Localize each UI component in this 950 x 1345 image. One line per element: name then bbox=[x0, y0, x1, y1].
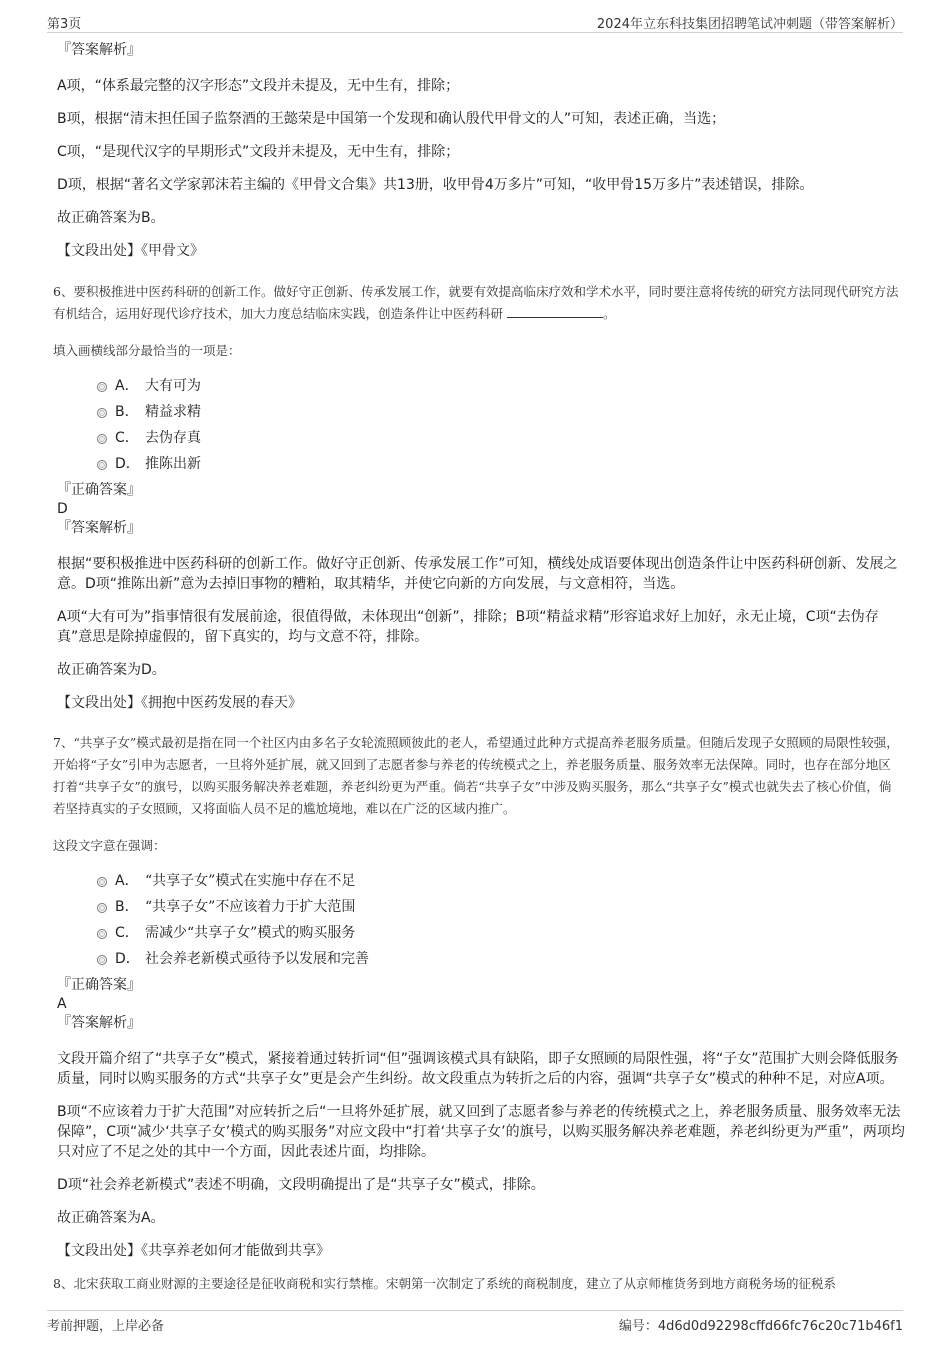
option-list bbox=[57, 373, 907, 477]
main-content bbox=[53, 40, 907, 1295]
question-prompt: 填入画横线部分最恰当的一项是： bbox=[53, 343, 241, 358]
option-list bbox=[57, 868, 907, 972]
option-text: 去伪存真 bbox=[145, 430, 201, 446]
option-letter: A． bbox=[115, 378, 139, 394]
option-text: “共享子女”模式在实施中存在不足 bbox=[145, 873, 356, 889]
option-letter: C． bbox=[115, 430, 139, 446]
correct-answer-value: D bbox=[57, 501, 68, 517]
radio-icon[interactable] bbox=[97, 382, 107, 392]
option-text: 精益求精 bbox=[145, 404, 201, 420]
analysis-conclusion: 故正确答案为B。 bbox=[57, 210, 165, 226]
analysis-line: C项，“是现代汉字的早期形式”文段并未提及，无中生有，排除； bbox=[57, 144, 460, 160]
question-prompt: 这段文字意在强调： bbox=[53, 838, 166, 853]
radio-icon[interactable] bbox=[97, 955, 107, 965]
analysis-label: 『答案解析』 bbox=[57, 42, 141, 58]
option-d[interactable] bbox=[57, 451, 907, 477]
radio-icon[interactable] bbox=[97, 903, 107, 913]
page-footer bbox=[47, 1310, 903, 1334]
option-text: “共享子女”不应该着力于扩大范围 bbox=[145, 899, 356, 915]
option-text: 大有可为 bbox=[145, 378, 201, 394]
option-d[interactable] bbox=[57, 946, 907, 972]
analysis-line: D项“社会养老新模式”表述不明确，文段明确提出了是“共享子女”模式，排除。 bbox=[57, 1177, 545, 1193]
source-label: 【文段出处】 bbox=[57, 243, 141, 259]
page-header bbox=[47, 10, 903, 33]
document-title: 2024年立东科技集团招聘笔试冲刺题（带答案解析） bbox=[596, 17, 903, 32]
option-letter: A． bbox=[115, 873, 139, 889]
source-title: 《拥抱中医药发展的春天》 bbox=[141, 695, 302, 711]
page-number: 第3页 bbox=[47, 17, 82, 32]
footer-slogan: 考前押题，上岸必备 bbox=[47, 1319, 165, 1334]
option-c[interactable] bbox=[57, 920, 907, 946]
source-label: 【文段出处】 bbox=[57, 695, 141, 711]
radio-icon[interactable] bbox=[97, 929, 107, 939]
correct-answer-label: 『正确答案』 bbox=[57, 482, 141, 498]
option-text: 社会养老新模式亟待予以发展和完善 bbox=[145, 951, 369, 967]
correct-answer-value: A bbox=[57, 996, 67, 1012]
option-b[interactable] bbox=[57, 894, 907, 920]
radio-icon[interactable] bbox=[97, 460, 107, 470]
analysis-line: B项，根据“清末担任国子监祭酒的王懿荣是中国第一个发现和确认殷代甲骨文的人”可知，表述正确，当选； bbox=[57, 111, 726, 127]
option-text: 需减少“共享子女”模式的购买服务 bbox=[145, 925, 356, 941]
analysis-label: 『答案解析』 bbox=[57, 520, 141, 536]
analysis-line: 根据“要积极推进中医药科研的创新工作。做好守正创新、传承发展工作”可知，横线处成语要体现出创造条件让中医药科研创新、发展之意。D项“推陈出新”意为去掉旧事物的糟粕，取其精华，并使它向新的方向发展，与文意相符，当选。 bbox=[57, 556, 898, 592]
question-stem-end: 。 bbox=[603, 306, 616, 321]
analysis-line: 文段开篇介绍了“共享子女”模式，紧接着通过转折词“但”强调该模式具有缺陷，即子女照顾的局限性强，将“子女”范围扩大则会降低服务质量，同时以购买服务的方式“共享子女”更是会产生纠纷。故文段重点为转折之后的内容，强调“共享子女”模式的种种不足，对应A项。 bbox=[57, 1051, 899, 1087]
option-letter: B． bbox=[115, 404, 139, 420]
correct-answer-label: 『正确答案』 bbox=[57, 977, 141, 993]
option-c[interactable] bbox=[57, 425, 907, 451]
question-stem bbox=[53, 281, 903, 325]
analysis-line: A项，“体系最完整的汉字形态”文段并未提及，无中生有，排除； bbox=[57, 78, 460, 94]
analysis-conclusion: 故正确答案为D。 bbox=[57, 662, 166, 678]
option-letter: D． bbox=[115, 951, 140, 967]
option-letter: B． bbox=[115, 899, 139, 915]
source-citation bbox=[57, 693, 907, 713]
question-stem: 7、“共享子女”模式最初是指在同一个社区内由多名子女轮流照顾彼此的老人，希望通过此种方式提高养老服务质量。但随后发现子女照顾的局限性较强，开始将“子女”引申为志愿者，一旦将外延扩展，就又回到了志愿者参与养老的传统模式之上，养老服务质量、服务效率无法保障。同时，也存在部分地区打着“共享子女”的旗号，以购买服务解决养老难题，养老纠纷更为严重。倘若“共享子女”中涉及购买服务，那么“共享子女”模式也就失去了核心价值，倘若坚持真实的子女照顾，又将面临人员不足的尴尬境地，难以在广泛的区域内推广。 bbox=[53, 735, 899, 816]
option-a[interactable] bbox=[57, 868, 907, 894]
option-text: 推陈出新 bbox=[145, 456, 201, 472]
radio-icon[interactable] bbox=[97, 408, 107, 418]
analysis-line: B项“不应该着力于扩大范围”对应转折之后“一旦将外延扩展，就又回到了志愿者参与养老的传统模式之上，养老服务质量、服务效率无法保障”，C项“减少‘共享子女’模式的购买服务”对应文段中“打着‘共享子女’的旗号，以购买服务解决养老难题，养老纠纷更为严重”，两项均只对应了不足之处的其中一个方面，因此表述片面，均排除。 bbox=[57, 1104, 905, 1160]
radio-icon[interactable] bbox=[97, 434, 107, 444]
option-letter: C． bbox=[115, 925, 139, 941]
option-b[interactable] bbox=[57, 399, 907, 425]
option-a[interactable] bbox=[57, 373, 907, 399]
radio-icon[interactable] bbox=[97, 877, 107, 887]
question-stem: 8、北宋获取工商业财源的主要途径是征收商税和实行禁榷。宋朝第一次制定了系统的商税制度，建立了从京师榷货务到地方商税务场的征税系 bbox=[53, 1276, 836, 1291]
source-citation bbox=[57, 241, 907, 261]
analysis-line: D项，根据“著名文学家郭沫若主编的《甲骨文合集》共13册，收甲骨4万多片”可知，“收甲骨15万多片”表述错误，排除。 bbox=[57, 177, 814, 193]
question-stem-text: 6、要积极推进中医药科研的创新工作。做好守正创新、传承发展工作，就要有效提高临床疗效和学术水平，同时要注意将传统的研究方法同现代研究方法有机结合，运用好现代诊疗技术，加大力度总结临床实践，创造条件让中医药科研 bbox=[53, 284, 899, 321]
fill-blank bbox=[507, 305, 603, 318]
source-title: 《共享养老如何才能做到共享》 bbox=[141, 1243, 330, 1259]
analysis-conclusion: 故正确答案为A。 bbox=[57, 1210, 165, 1226]
analysis-label: 『答案解析』 bbox=[57, 1015, 141, 1031]
option-letter: D． bbox=[115, 456, 140, 472]
code-value: 4d6d0d92298cffd66fc76c20c71b46f1 bbox=[657, 1319, 903, 1334]
source-title: 《甲骨文》 bbox=[141, 243, 204, 259]
code-label: 编号： bbox=[618, 1319, 658, 1334]
document-code bbox=[619, 1315, 903, 1334]
source-label: 【文段出处】 bbox=[57, 1243, 141, 1259]
analysis-line: A项“大有可为”指事情很有发展前途，很值得做，未体现出“创新”，排除；B项“精益求精”形容追求好上加好，永无止境，C项“去伪存真”意思是除掉虚假的，留下真实的，均与文意不符，排除。 bbox=[57, 609, 879, 645]
source-citation bbox=[57, 1241, 907, 1261]
